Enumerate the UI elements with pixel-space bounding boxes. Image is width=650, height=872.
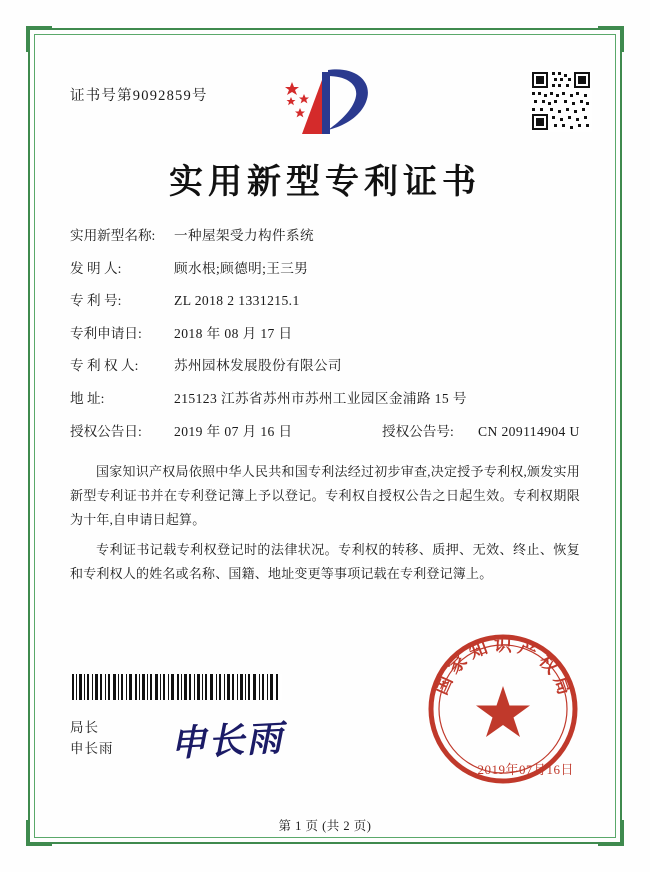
field-value-grant-number: CN 209114904 U xyxy=(478,423,580,439)
certificate-content xyxy=(52,56,598,833)
field-row-grant-announcement xyxy=(70,425,580,439)
field-label: 地 址: xyxy=(70,390,105,406)
field-row-inventor xyxy=(70,262,580,276)
field-label-grant-number: 授权公告号: xyxy=(382,423,454,439)
signature-block xyxy=(70,718,114,760)
field-label-grant-date: 授权公告日: xyxy=(70,423,142,439)
field-value: 2018 年 08 月 17 日 xyxy=(174,325,293,341)
certificate-number: 证书号第9092859号 xyxy=(70,88,208,104)
corner-ornament-top-left xyxy=(26,26,52,52)
field-value: 顾水根;顾德明;王三男 xyxy=(174,260,309,276)
signer-role: 局长 xyxy=(70,720,99,736)
field-row-utility-model-name xyxy=(70,229,580,243)
field-label: 专 利 号: xyxy=(70,293,122,309)
legal-text xyxy=(52,460,598,586)
field-row-patentee xyxy=(70,359,580,373)
patent-emblem-icon xyxy=(270,64,380,142)
field-row-patent-number xyxy=(70,294,580,308)
corner-ornament-bottom-left xyxy=(26,820,52,846)
certificate-header xyxy=(52,56,598,148)
field-label: 专利申请日: xyxy=(70,325,142,341)
svg-text:国家知识产权局: 国家知识产权局 xyxy=(430,634,577,702)
legal-paragraph-2: 专利证书记载专利权登记时的法律状况。专利权的转移、质押、无效、终止、恢复和专利权人的姓名或名称、国籍、地址变更等事项记载在专利登记簿上。 xyxy=(70,542,580,582)
field-label: 实用新型名称: xyxy=(70,228,156,243)
corner-ornament-bottom-right xyxy=(598,820,624,846)
page-number: 第 1 页 (共 2 页) xyxy=(278,819,372,833)
handwritten-signature: 申长雨 xyxy=(169,718,286,764)
page-title: 实用新型专利证书 xyxy=(169,164,481,201)
field-value: 苏州园林发展股份有限公司 xyxy=(174,358,342,374)
field-row-address xyxy=(70,392,580,406)
certificate-fields xyxy=(52,229,598,438)
field-label: 专 利 权 人: xyxy=(70,358,139,374)
legal-paragraph-1: 国家知识产权局依照中华人民共和国专利法经过初步审查,决定授予专利权,颁发实用新型专利证书并在专利登记簿上予以登记。专利权自授权公告之日起生效。专利权期限为十年,自申请日起算。 xyxy=(70,464,580,528)
field-value: 215123 江苏省苏州市苏州工业园区金浦路 15 号 xyxy=(174,390,467,406)
field-label: 发 明 人: xyxy=(70,260,122,276)
qr-code-icon xyxy=(530,70,592,132)
field-value-grant-date: 2019 年 07 月 16 日 xyxy=(174,423,293,439)
field-row-application-date xyxy=(70,327,580,341)
barcode-icon xyxy=(70,674,282,700)
seal-date: 2019年07月16日 xyxy=(477,762,574,777)
corner-ornament-top-right xyxy=(598,26,624,52)
field-value: 一种屋架受力构件系统 xyxy=(174,228,314,243)
signer-name: 申长雨 xyxy=(70,741,114,757)
field-value: ZL 2018 2 1331215.1 xyxy=(174,293,300,309)
